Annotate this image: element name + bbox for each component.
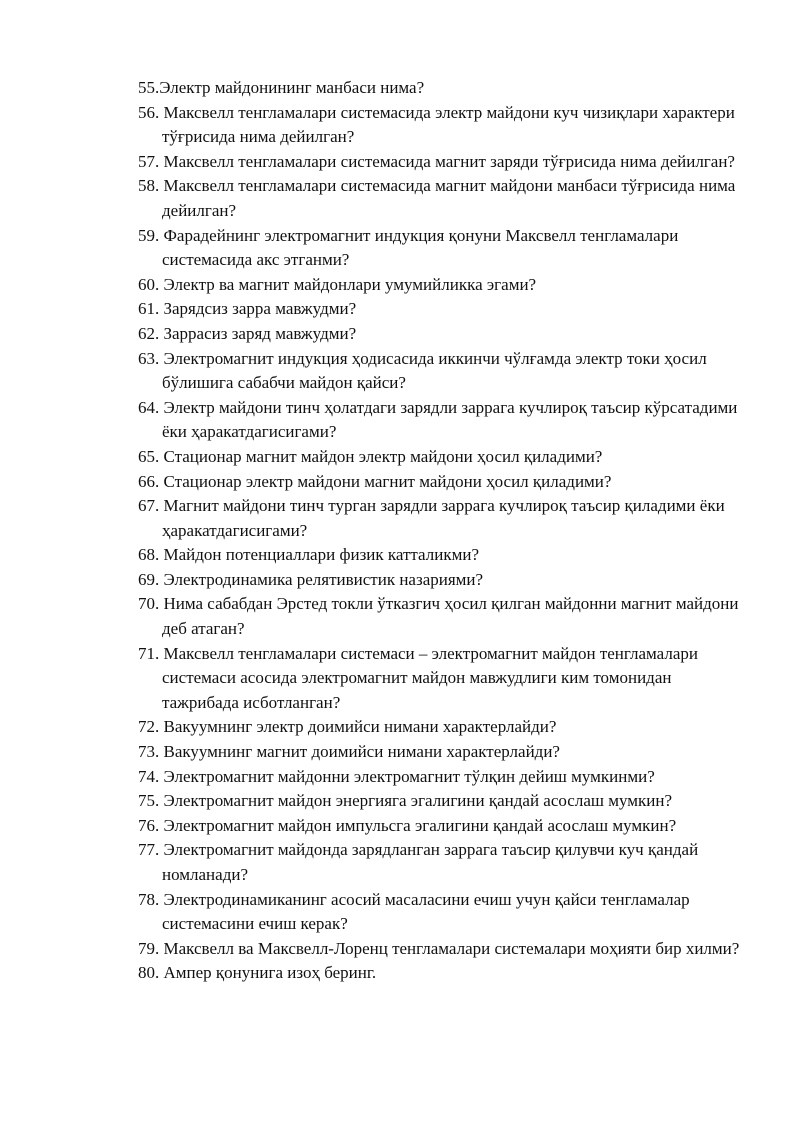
question-item — [138, 814, 748, 839]
question-number: 75. — [138, 791, 164, 811]
question-text: Электродинамиканинг асосий масаласини ечиш учун қайси тенгламалар системасини ечиш керак? — [162, 889, 690, 934]
question-number: 78. — [138, 889, 164, 909]
question-text: Максвелл тенгламалари системасида электр майдони куч чизиқлари характери тўғрисида нима дейилган? — [162, 102, 735, 147]
question-item — [138, 838, 748, 887]
question-item — [138, 888, 748, 937]
question-number: 76. — [138, 815, 164, 835]
question-item — [138, 445, 748, 470]
question-text: Электродинамика релятивистик назариями? — [163, 569, 484, 589]
question-text: Вакуумнинг магнит доимийси нимани характерлайди? — [163, 742, 560, 762]
question-text: Максвелл ва Максвелл-Лоренц тенгламалари системалари моҳияти бир хилми? — [163, 938, 740, 958]
question-item — [138, 322, 748, 347]
question-text: Ампер қонунига изоҳ беринг. — [163, 963, 377, 983]
question-item — [138, 76, 748, 101]
question-number: 79. — [138, 938, 164, 958]
question-number: 58. — [138, 176, 164, 196]
question-text: Стационар электр майдони магнит майдони ҳосил қиладими? — [163, 471, 612, 491]
question-text: Электромагнит майдонда зарядланган заррага таъсир қилувчи куч қандай номланади? — [162, 840, 699, 884]
question-item — [138, 224, 748, 273]
question-text: Майдон потенциаллари физик катталикми? — [163, 545, 479, 565]
question-item — [138, 642, 748, 716]
question-text: Стационар магнит майдон электр майдони ҳосил қиладими? — [163, 446, 603, 466]
question-text: Фарадейнинг электромагнит индукция қонуни Максвелл тенгламалари системасида акс этганми? — [162, 225, 679, 270]
question-text: Электр майдонининг манбаси нима? — [159, 78, 425, 97]
question-text: Электромагнит индукция ҳодисасида иккинчи чўлғамда электр токи ҳосил бўлишига сабабчи майдон қайси? — [162, 348, 707, 393]
question-item — [138, 937, 748, 962]
question-number: 80. — [138, 963, 164, 983]
question-item — [138, 961, 748, 986]
question-number: 66. — [138, 471, 164, 491]
question-item — [138, 715, 748, 740]
question-number: 59. — [138, 225, 164, 245]
question-item — [138, 789, 748, 814]
question-number: 56. — [138, 102, 164, 122]
question-text: Максвелл тенгламалари системасида магнит заряди тўғрисида нима дейилган? — [163, 151, 735, 171]
question-item — [138, 740, 748, 765]
question-text: Электромагнит майдонни электромагнит тўлқин дейиш мумкинми? — [163, 766, 655, 786]
question-list — [138, 76, 748, 986]
question-number: 77. — [138, 840, 164, 860]
question-text: Электр ва магнит майдонлари умумийликка эгами? — [163, 274, 537, 294]
question-item — [138, 543, 748, 568]
question-item — [138, 273, 748, 298]
question-item — [138, 150, 748, 175]
question-number: 57. — [138, 151, 164, 171]
question-text: Нима сабабдан Эрстед токли ўтказгич ҳосил қилган майдонни магнит майдони деб атаган? — [162, 594, 739, 639]
question-item — [138, 765, 748, 790]
question-text: Максвелл тенгламалари системасида магнит майдони манбаси тўғрисида нима дейилган? — [162, 176, 736, 220]
question-number: 62. — [138, 323, 164, 343]
question-text: Вакуумнинг электр доимийси нимани характерлайди? — [163, 717, 557, 737]
question-number: 68. — [138, 545, 164, 565]
question-item — [138, 297, 748, 322]
question-item — [138, 101, 748, 150]
question-text: Электромагнит майдон импульсга эгалигини қандай асослаш мумкин? — [163, 815, 677, 835]
question-number: 61. — [138, 299, 164, 319]
question-number: 55. — [138, 78, 160, 97]
question-text: Электр майдони тинч ҳолатдаги зарядли заррага кучлироқ таъсир кўрсатадими ёки ҳаракатдагисигами? — [162, 397, 738, 442]
question-text: Максвелл тенгламалари системаси – электромагнит майдон тенгламалари системаси асосида электромагнит майдон мавжудлиги ким томонидан тажрибада исботланган? — [162, 643, 699, 712]
question-item — [138, 470, 748, 495]
question-item — [138, 592, 748, 641]
question-number: 60. — [138, 274, 164, 294]
question-number: 64. — [138, 397, 164, 417]
question-text: Заррасиз заряд мавжудми? — [163, 323, 357, 343]
question-text: Магнит майдони тинч турган зарядли заррага кучлироқ таъсир қиладими ёки ҳаракатдагисигами? — [162, 496, 725, 540]
question-number: 70. — [138, 594, 164, 614]
question-number: 73. — [138, 742, 164, 762]
question-text: Электромагнит майдон энергияга эгалигини қандай асослаш мумкин? — [163, 791, 673, 811]
question-number: 74. — [138, 766, 164, 786]
question-number: 63. — [138, 348, 164, 368]
question-item — [138, 568, 748, 593]
question-item — [138, 396, 748, 445]
question-item — [138, 494, 748, 543]
question-number: 67. — [138, 496, 164, 516]
question-item — [138, 347, 748, 396]
question-number: 65. — [138, 446, 164, 466]
question-number: 72. — [138, 717, 164, 737]
question-item — [138, 174, 748, 223]
question-number: 69. — [138, 569, 164, 589]
question-text: Зарядсиз зарра мавжудми? — [163, 299, 357, 319]
question-number: 71. — [138, 643, 164, 663]
